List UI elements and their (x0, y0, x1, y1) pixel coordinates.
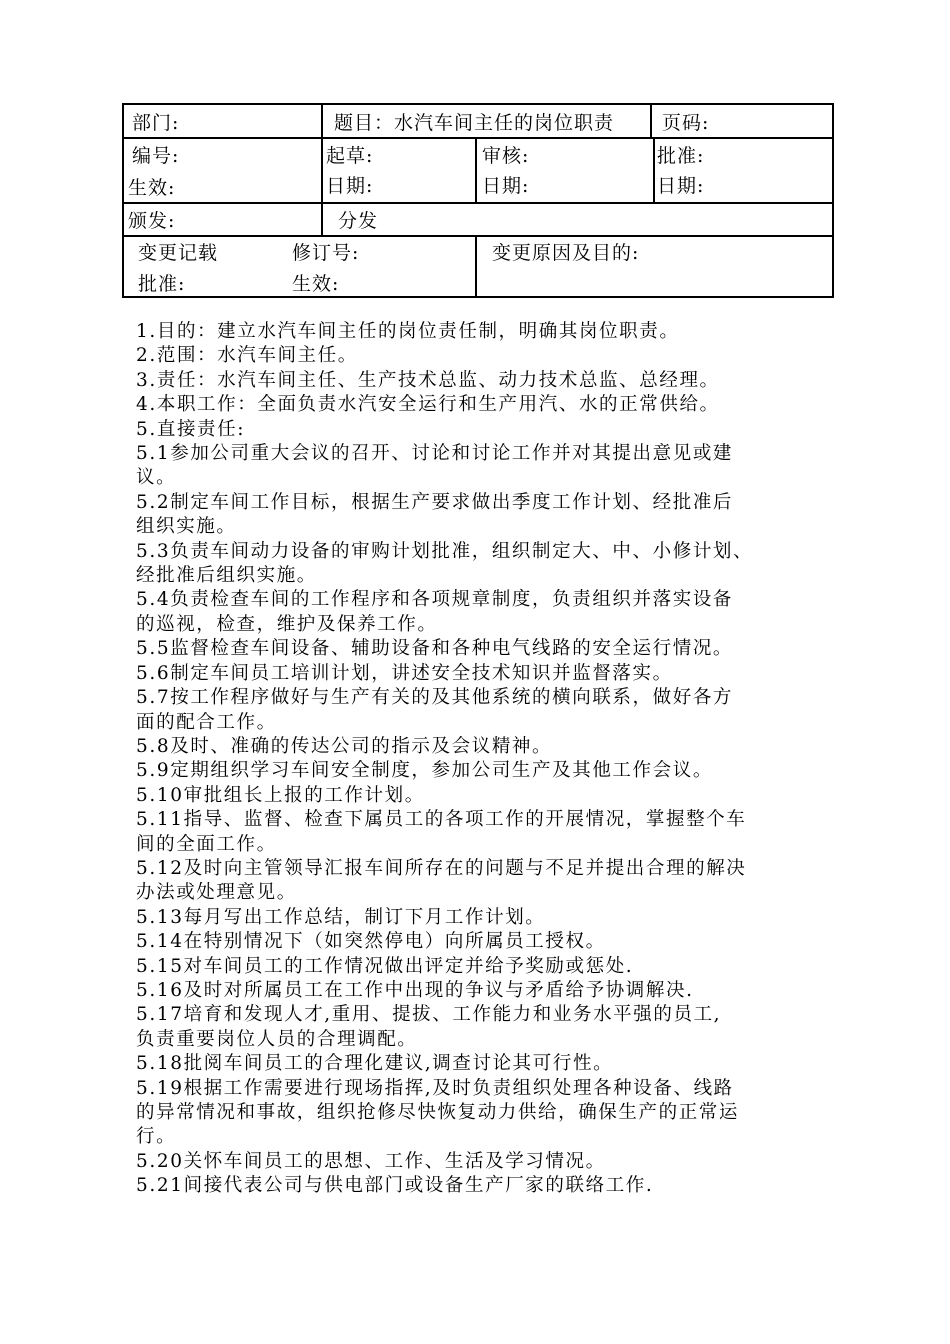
text-line: 5.15对车间员工的工作情况做出评定并给予奖励或惩处. (136, 955, 634, 977)
code-label: 编号: (132, 145, 180, 167)
text-line: 间的全面工作。 (136, 833, 277, 855)
text-line: 3.责任：水汽车间主任、生产技术总监、动力技术总监、总经理。 (136, 369, 720, 391)
review-label: 审核: (482, 145, 530, 167)
text-line: 办法或处理意见。 (136, 882, 297, 904)
text-line: 经批准后组织实施。 (136, 565, 317, 587)
table-rule (124, 235, 832, 237)
table-rule (650, 105, 652, 137)
text-line: 面的配合工作。 (136, 711, 277, 733)
approve-date-label: 日期: (657, 175, 705, 197)
text-line: 5.1参加公司重大会议的召开、讨论和讨论工作并对其提出意见或建 (136, 443, 734, 465)
text-line: 5.19根据工作需要进行现场指挥,及时负责组织处理各种设备、线路 (136, 1077, 734, 1099)
review-date-label: 日期: (482, 175, 530, 197)
issue-label: 颁发: (128, 210, 176, 232)
text-line: 5.18批阅车间员工的合理化建议,调查讨论其可行性。 (136, 1053, 614, 1075)
text-line: 5.7按工作程序做好与生产有关的及其他系统的横向联系，做好各方 (136, 687, 734, 709)
text-line: 5.2制定车间工作目标，根据生产要求做出季度工作计划、经批准后 (136, 491, 734, 513)
doc-title: 题目：水汽车间主任的岗位职责 (334, 112, 615, 134)
table-rule (653, 137, 655, 202)
text-line: 2.范围：水汽车间主任。 (136, 345, 358, 367)
approve-label: 批准: (657, 145, 705, 167)
change-approve-label: 批准: (138, 273, 186, 295)
text-line: 5.12及时向主管领导汇报车间所存在的问题与不足并提出合理的解决 (136, 857, 747, 879)
text-line: 5.8及时、准确的传达公司的指示及会议精神。 (136, 735, 553, 757)
text-line: 5.直接责任: (136, 418, 246, 440)
text-line: 5.11指导、监督、检查下属员工的各项工作的开展情况，掌握整个车 (136, 809, 747, 831)
change-reason-label: 变更原因及目的: (492, 242, 640, 264)
dept-label: 部门: (132, 112, 180, 134)
text-line: 5.16及时对所属员工在工作中出现的争议与矛盾给予协调解决. (136, 979, 694, 1001)
table-rule (124, 137, 832, 139)
text-line: 5.13每月写出工作总结，制订下月工作计划。 (136, 906, 546, 928)
text-line: 的异常情况和事故，组织抢修尽快恢复动力供给，确保生产的正常运 (136, 1102, 740, 1123)
draft-date-label: 日期: (326, 175, 374, 197)
text-line: 5.9定期组织学习车间安全制度，参加公司生产及其他工作会议。 (136, 760, 713, 782)
table-rule (124, 202, 832, 204)
text-line: 4.本职工作：全面负责水汽安全运行和生产用汽、水的正常供给。 (136, 394, 720, 416)
distribute-label: 分发 (338, 210, 379, 232)
text-line: 5.5监督检查车间设备、辅助设备和各种电气线路的安全运行情况。 (136, 638, 734, 660)
table-rule (321, 202, 323, 235)
text-line: 1.目的：建立水汽车间主任的岗位责任制，明确其岗位职责。 (136, 321, 680, 342)
document-body (136, 320, 836, 1199)
text-line: 行。 (136, 1126, 177, 1148)
text-line: 负责重要岗位人员的合理调配。 (136, 1028, 418, 1050)
table-rule (475, 235, 477, 298)
text-line: 5.14在特别情况下（如突然停电）向所属员工授权。 (136, 931, 606, 953)
table-rule (321, 105, 323, 202)
page-label: 页码: (662, 112, 710, 134)
text-line: 5.3负责车间动力设备的审购计划批准，组织制定大、中、小修计划、 (136, 540, 754, 562)
document-header-table (122, 103, 834, 298)
draft-label: 起草: (326, 145, 374, 167)
text-line: 5.21间接代表公司与供电部门或设备生产厂家的联络工作. (136, 1175, 654, 1197)
text-line: 5.20关怀车间员工的思想、工作、生活及学习情况。 (136, 1150, 606, 1172)
text-line: 5.10审批组长上报的工作计划。 (136, 784, 425, 806)
text-line: 5.17培育和发现人才,重用、提拔、工作能力和业务水平强的员工, (136, 1004, 722, 1026)
text-line: 议。 (136, 467, 177, 489)
effective-label: 生效: (128, 177, 176, 199)
table-rule (475, 137, 477, 202)
change-effective-label: 生效: (292, 273, 340, 295)
revision-label: 修订号: (292, 242, 360, 264)
text-line: 5.4负责检查车间的工作程序和各项规章制度，负责组织并落实设备 (136, 589, 734, 611)
change-record-label: 变更记载 (138, 242, 219, 264)
text-line: 组织实施。 (136, 516, 237, 538)
text-line: 的巡视，检查，维护及保养工作。 (136, 613, 438, 635)
text-line: 5.6制定车间员工培训计划，讲述安全技术知识并监督落实。 (136, 662, 673, 684)
